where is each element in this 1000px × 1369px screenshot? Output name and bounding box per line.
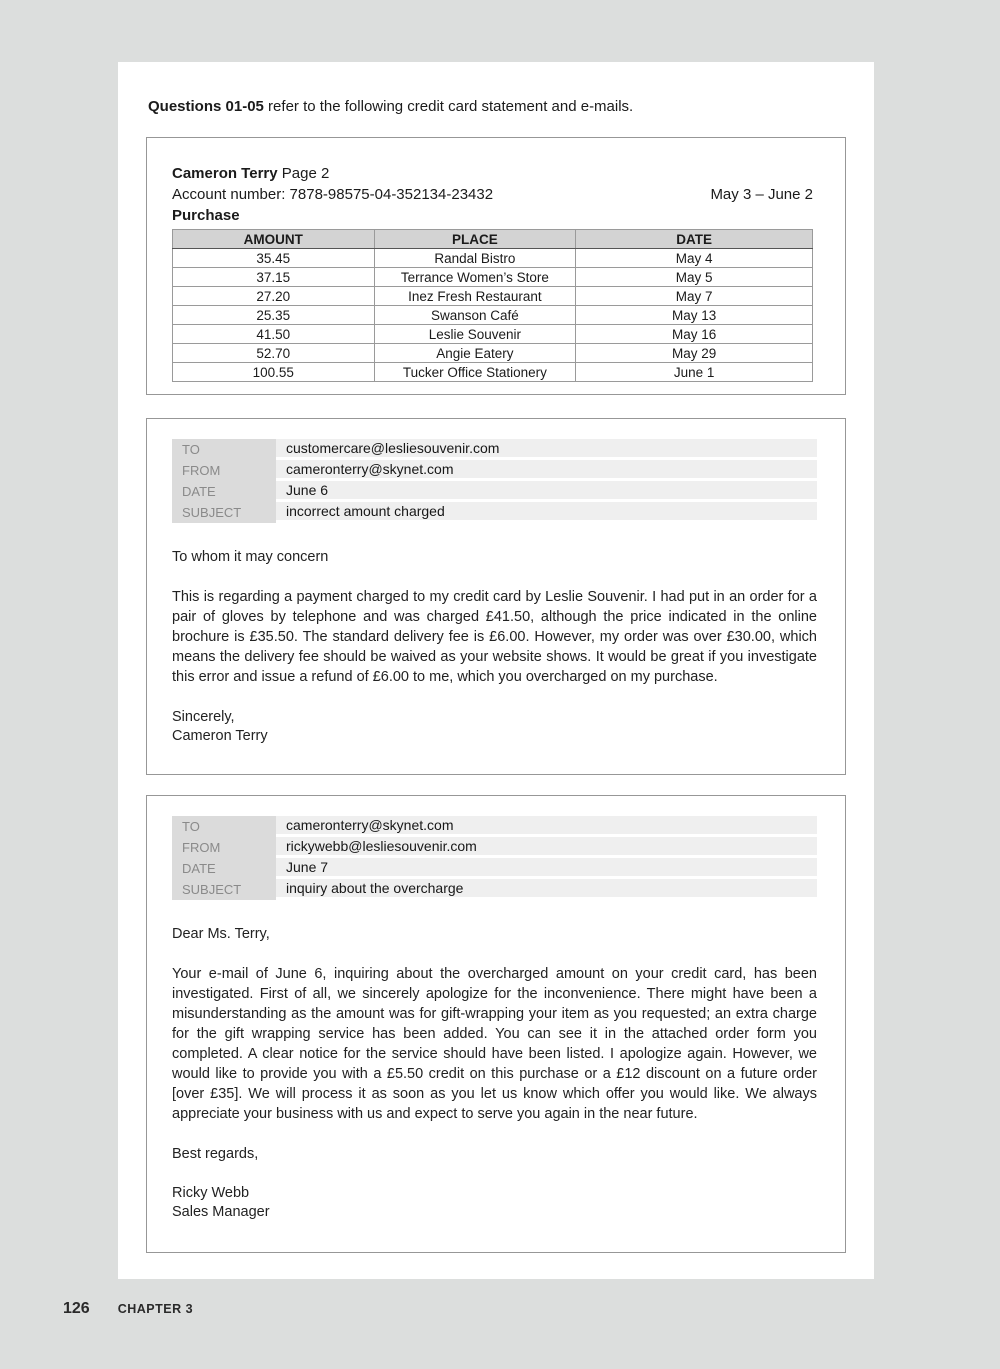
- amount-cell: 37.15: [173, 268, 375, 287]
- email-1-signature: Cameron Terry: [172, 728, 268, 744]
- table-row: [173, 249, 813, 268]
- email-2-signature-title: Sales Manager: [172, 1204, 270, 1220]
- statement-period: May 3 – June 2: [710, 186, 813, 203]
- purchase-table: [172, 229, 813, 382]
- email-1-closing: Sincerely,: [172, 709, 235, 725]
- amount-cell: 52.70: [173, 344, 375, 363]
- credit-card-statement: [146, 137, 846, 395]
- subject-label: SUBJECT: [182, 882, 242, 897]
- email-1-header-values: [276, 439, 817, 523]
- date-cell: May 7: [576, 287, 813, 306]
- place-cell: Angie Eatery: [374, 344, 576, 363]
- amount-cell: 100.55: [173, 363, 375, 382]
- from-label: FROM: [182, 463, 221, 478]
- date-cell: May 4: [576, 249, 813, 268]
- holder-name: Cameron Terry: [172, 165, 278, 182]
- from-value: cameronterry@skynet.com: [276, 460, 817, 478]
- statement-holder: [172, 164, 813, 184]
- purchase-heading: Purchase: [172, 207, 240, 224]
- table-row: [173, 344, 813, 363]
- subject-value: inquiry about the overcharge: [276, 879, 817, 897]
- subject-value: incorrect amount charged: [276, 502, 817, 520]
- amount-cell: 35.45: [173, 249, 375, 268]
- email-2-header-values: [276, 816, 817, 900]
- date-cell: May 13: [576, 306, 813, 325]
- amount-cell: 25.35: [173, 306, 375, 325]
- date-value: June 7: [276, 858, 817, 876]
- date-label: DATE: [182, 484, 216, 499]
- column-header-date: DATE: [576, 230, 813, 249]
- table-row: [173, 325, 813, 344]
- to-value: cameronterry@skynet.com: [276, 816, 817, 834]
- email-1-body: [172, 547, 817, 746]
- page-number: 126: [63, 1300, 90, 1317]
- date-cell: May 29: [576, 344, 813, 363]
- email-1: [146, 418, 846, 775]
- email-2-signature: [172, 1184, 817, 1222]
- holder-page: Page 2: [277, 165, 330, 182]
- column-header-amount: AMOUNT: [173, 230, 375, 249]
- amount-cell: 27.20: [173, 287, 375, 306]
- place-cell: Leslie Souvenir: [374, 325, 576, 344]
- date-label: DATE: [182, 861, 216, 876]
- page-footer: [63, 1300, 193, 1318]
- email-1-header-labels: [172, 439, 276, 523]
- subject-label: SUBJECT: [182, 505, 242, 520]
- email-2-closing: Best regards,: [172, 1146, 259, 1162]
- table-row: [173, 287, 813, 306]
- place-cell: Tucker Office Stationery: [374, 363, 576, 382]
- place-cell: Randal Bistro: [374, 249, 576, 268]
- table-row: [173, 306, 813, 325]
- to-label: TO: [182, 442, 200, 457]
- email-1-greeting: To whom it may concern: [172, 549, 329, 565]
- from-label: FROM: [182, 840, 221, 855]
- email-2-header-labels: [172, 816, 276, 900]
- amount-cell: 41.50: [173, 325, 375, 344]
- email-1-paragraph: This is regarding a payment charged to my credit card by Leslie Souvenir. I had put in an order for a pair of gloves by telephone and was charged £41.50, although the price indicated in the online brochure is £35.50. The standard delivery fee is £6.00. However, my order was over £30.00, which means the delivery fee should be waived as your website shows. It would be great if you investigate this error and issue a refund of £6.00 to me, which you overcharged on my purchase.: [172, 589, 817, 685]
- chapter-label: CHAPTER 3: [117, 1302, 194, 1316]
- email-2-body: [172, 924, 817, 1222]
- table-header-row: [173, 230, 813, 249]
- to-value: customercare@lesliesouvenir.com: [276, 439, 817, 457]
- date-value: June 6: [276, 481, 817, 499]
- email-2-header: [172, 816, 817, 900]
- place-cell: Swanson Café: [374, 306, 576, 325]
- from-value: rickywebb@lesliesouvenir.com: [276, 837, 817, 855]
- email-2-paragraph: Your e-mail of June 6, inquiring about the overcharged amount on your credit card, has been investigated. First of all, we sincerely apologize for the inconvenience. There might have been a misunderstanding as the amount was for gift-wrapping your item as you requested; an extra charge for the gift wrapping service has been added. You can see it in the attached order form you completed. A clear notice for the service should have been listed. I apologize again. However, we would like to provide you with a £5.50 credit on this purchase or a £12 discount on a future order [over £35]. We will process it as soon as you let us know which offer you would like. We always appreciate your business with us and expect to serve you again in the near future.: [172, 966, 817, 1122]
- question-intro: [148, 97, 846, 116]
- question-range: Questions 01-05: [148, 98, 264, 115]
- column-header-place: PLACE: [374, 230, 576, 249]
- email-2-greeting: Dear Ms. Terry,: [172, 926, 270, 942]
- table-row: [173, 363, 813, 382]
- date-cell: June 1: [576, 363, 813, 382]
- to-label: TO: [182, 819, 200, 834]
- place-cell: Inez Fresh Restaurant: [374, 287, 576, 306]
- question-intro-text: refer to the following credit card statement and e-mails.: [263, 98, 634, 115]
- date-cell: May 5: [576, 268, 813, 287]
- place-cell: Terrance Women’s Store: [374, 268, 576, 287]
- table-row: [173, 268, 813, 287]
- email-2-signature-name: Ricky Webb: [172, 1185, 250, 1201]
- date-cell: May 16: [576, 325, 813, 344]
- account-line: [172, 185, 813, 205]
- page-card: [118, 62, 874, 1279]
- account-number: Account number: 7878-98575-04-352134-23432: [172, 186, 494, 203]
- email-2: [146, 795, 846, 1253]
- email-1-header: [172, 439, 817, 523]
